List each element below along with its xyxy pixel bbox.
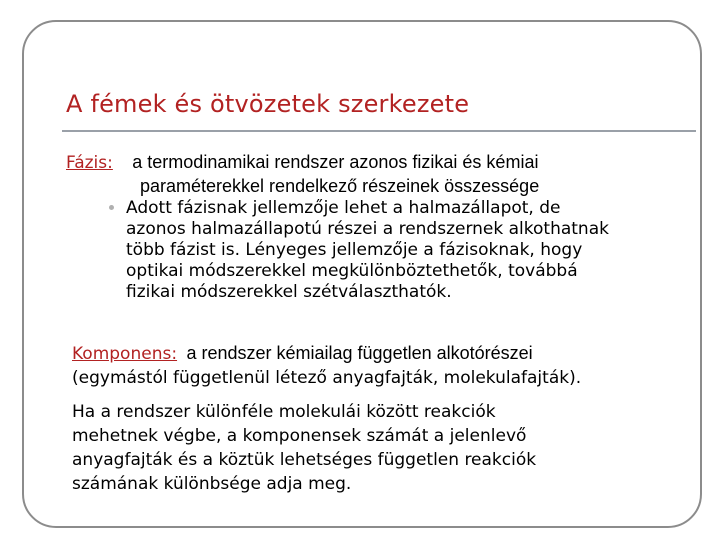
fazis-bullet-line-5: fizikai módszerekkel szétválaszthatók. <box>126 282 452 302</box>
fazis-term: Fázis: <box>66 153 113 173</box>
title-divider <box>62 130 696 132</box>
komponens-note: (egymástól függetlenül létező anyagfajták, molekulafajták). <box>72 368 582 388</box>
fazis-definition-line2: paraméterekkel rendelkező részeinek összessége <box>140 176 540 196</box>
fazis-bullet-line-1: Adott fázisnak jellemzője lehet a halmazállapot, de <box>126 198 561 218</box>
fazis-definition-row <box>66 152 538 173</box>
reaction-paragraph <box>72 400 536 496</box>
komponens-definition-row <box>72 343 533 364</box>
paragraph-line-2: mehetnek végbe, a komponensek számát a jelenlevő <box>72 426 527 446</box>
fazis-definition-line1: a termodinamikai rendszer azonos fizikai és kémiai <box>132 152 539 172</box>
paragraph-line-4: számának különbsége adja meg. <box>72 474 352 494</box>
komponens-definition: a rendszer kémiailag független alkotórészei <box>186 343 533 363</box>
komponens-term: Komponens: <box>72 344 178 364</box>
bullet-icon <box>109 205 114 210</box>
fazis-bullet-line-3: több fázist is. Lényeges jellemzője a fázisoknak, hogy <box>126 240 583 260</box>
fazis-bullet-line-2: azonos halmazállapotú részei a rendszernek alkothatnak <box>126 219 609 239</box>
slide-title: A fémek és ötvözetek szerkezete <box>66 90 470 118</box>
fazis-bullet-line-4: optikai módszerekkel megkülönböztethetők, továbbá <box>126 261 578 281</box>
paragraph-line-3: anyagfajták és a köztük lehetséges független reakciók <box>72 450 537 470</box>
paragraph-line-1: Ha a rendszer különféle molekulái között reakciók <box>72 402 496 422</box>
